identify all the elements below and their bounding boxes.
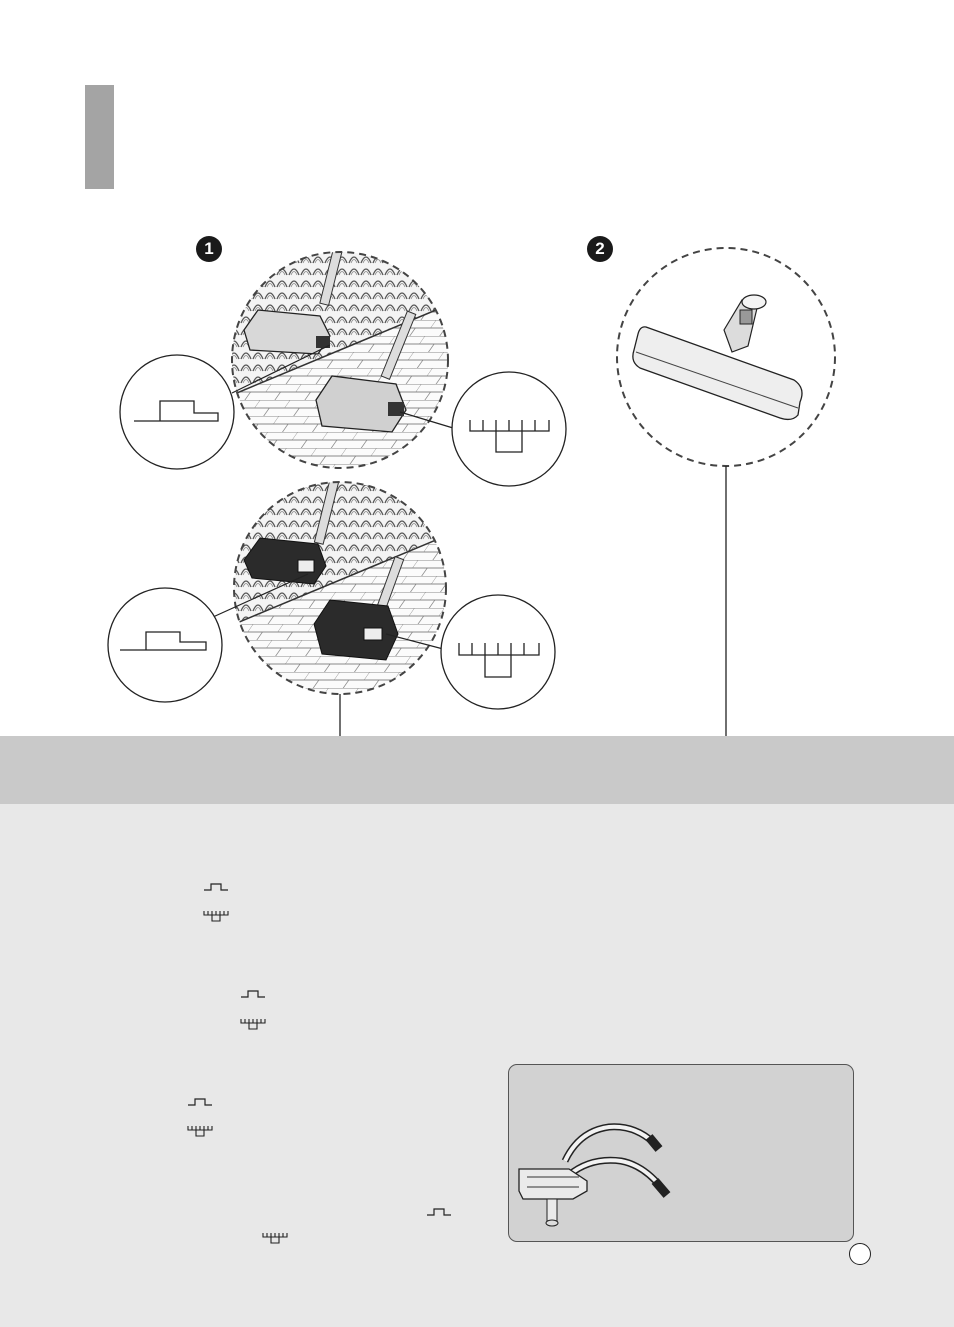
floor-detail-circle xyxy=(120,355,234,469)
top-scene xyxy=(220,240,460,480)
page-number xyxy=(849,1243,871,1265)
carpet-setting-icon xyxy=(240,1017,266,1031)
carpet-setting-icon xyxy=(262,1231,288,1245)
floor-setting-icon xyxy=(240,989,266,999)
step-1-badge: 1 xyxy=(196,236,222,262)
floor-setting-icon xyxy=(203,882,229,892)
floor-detail-circle-2 xyxy=(108,588,222,702)
carpet-setting-icon xyxy=(203,909,229,923)
nozzle-hose-illustration xyxy=(509,1065,855,1243)
floor-setting-icon xyxy=(187,1097,213,1107)
step-2-badge: 2 xyxy=(587,236,613,262)
carpet-setting-icon xyxy=(187,1124,213,1138)
tip-box xyxy=(508,1064,854,1242)
floor-setting-icon xyxy=(426,1207,452,1217)
bottom-scene xyxy=(220,470,460,710)
